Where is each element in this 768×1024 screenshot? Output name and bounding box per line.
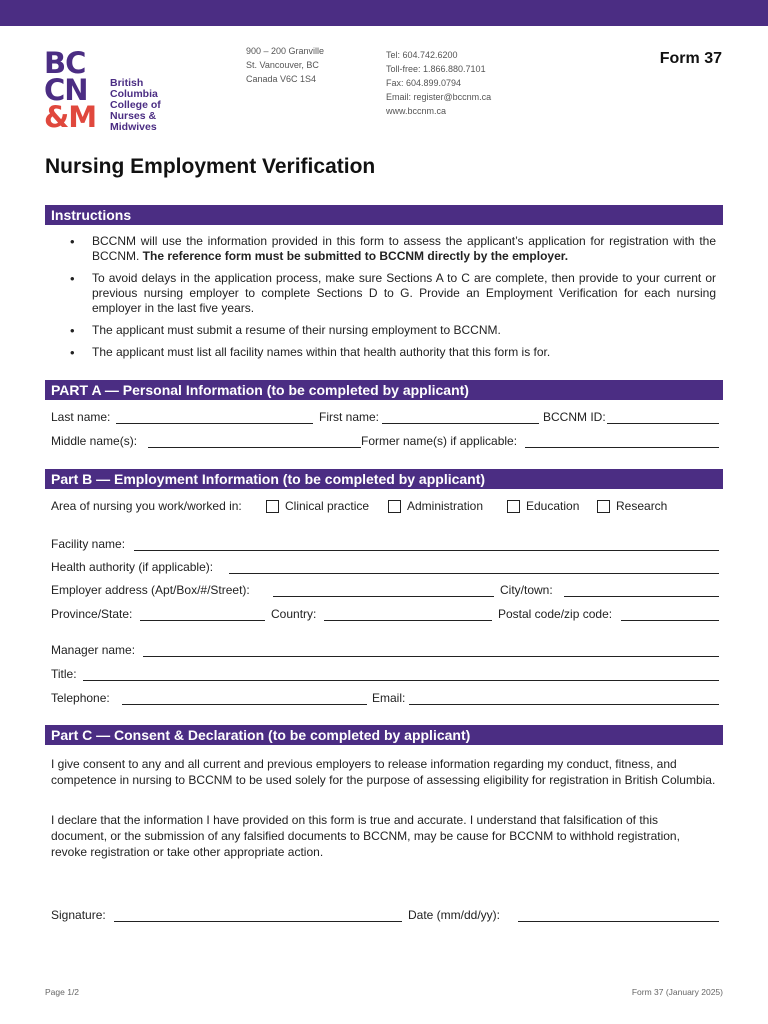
city-label: City/town:: [500, 583, 553, 597]
checkbox-icon: [266, 500, 279, 513]
postal-code-label: Postal code/zip code:: [498, 607, 613, 621]
consent-text: I give consent to any and all current and previous employers to release information regarding my conduct, fitness, and competence in nursing to BCCNM to be used solely for the purpose of assessing eligibility for registration in British Columbia.: [51, 757, 716, 787]
former-name-field[interactable]: [525, 447, 719, 448]
bccnm-logo: [44, 46, 184, 140]
facility-label: Facility name:: [51, 537, 126, 551]
title-field[interactable]: [83, 680, 719, 681]
part-b-heading: Part B — Employment Information (to be completed by applicant): [45, 469, 723, 489]
bccnm-id-label: BCCNM ID:: [543, 410, 606, 424]
logo-wordmark: British Columbia College of Nurses & Midwives: [110, 77, 161, 133]
middle-name-field[interactable]: [148, 447, 361, 448]
health-authority-row: [51, 559, 719, 575]
telephone-field[interactable]: [122, 704, 367, 705]
checkbox-icon: [388, 500, 401, 513]
province-row: [51, 606, 719, 622]
form-number: Form 37: [659, 50, 722, 67]
bccnm-id-field[interactable]: [607, 423, 719, 424]
education-checkbox[interactable]: Education: [507, 498, 579, 514]
nursing-area-label: Area of nursing you work/worked in:: [51, 499, 242, 513]
checkbox-icon: [597, 500, 610, 513]
manager-name-field[interactable]: [143, 656, 719, 657]
list-item: • BCCNM will use the information provided in this form to assess the applicant’s application for registration with the BCCNM. The reference form must be submitted to BCCNM directly by the employer.: [70, 234, 716, 264]
facility-row: [51, 536, 719, 552]
province-field[interactable]: [140, 620, 265, 621]
postal-code-field[interactable]: [621, 620, 719, 621]
list-item: • The applicant must submit a resume of their nursing employment to BCCNM.: [70, 323, 716, 338]
instructions-list: [70, 234, 716, 367]
last-name-label: Last name:: [51, 410, 111, 424]
signature-field[interactable]: [114, 921, 402, 922]
province-label: Province/State:: [51, 607, 133, 621]
last-name-field[interactable]: [116, 423, 313, 424]
employer-address-field[interactable]: [273, 596, 494, 597]
telephone-row: [51, 690, 719, 706]
form-version: Form 37 (January 2025): [631, 987, 723, 997]
mailing-address: 900 – 200 Granville St. Vancouver, BC Canada V6C 1S4: [246, 46, 325, 84]
signature-label: Signature:: [51, 908, 106, 922]
signature-row: [51, 907, 719, 923]
country-label: Country:: [271, 607, 317, 621]
health-authority-field[interactable]: [229, 573, 719, 574]
part-a-heading: PART A — Personal Information (to be completed by applicant): [45, 380, 723, 400]
health-authority-label: Health authority (if applicable):: [51, 560, 214, 574]
declaration-text: I declare that the information I have provided on this form is true and accurate. I understand that falsification of this document, or the submission of any falsified documents to BCCNM, may be cause for BCCNM to withhold registration, revoke registration or take other appropriate action.: [51, 813, 680, 859]
employer-address-label: Employer address (Apt/Box/#/Street):: [51, 583, 250, 597]
top-brand-bar: [0, 0, 768, 26]
clinical-practice-checkbox[interactable]: Clinical practice: [266, 498, 369, 514]
date-field[interactable]: [518, 921, 719, 922]
country-field[interactable]: [324, 620, 492, 621]
research-checkbox[interactable]: Research: [597, 498, 667, 514]
part-c-heading: Part C — Consent & Declaration (to be completed by applicant): [45, 725, 723, 745]
facility-field[interactable]: [134, 550, 719, 551]
part-a-row-1: [51, 409, 719, 425]
telephone-label: Telephone:: [51, 691, 110, 705]
list-item: • The applicant must list all facility names within that health authority that this form is for.: [70, 345, 716, 360]
employer-address-row: [51, 582, 719, 598]
checkbox-icon: [507, 500, 520, 513]
title-label: Title:: [51, 667, 77, 681]
page-title: Nursing Employment Verification: [45, 155, 376, 178]
instructions-heading: Instructions: [45, 205, 723, 225]
part-a-row-2: [51, 433, 719, 449]
date-label: Date (mm/dd/yy):: [408, 908, 501, 922]
manager-row: [51, 642, 719, 658]
contact-info: Tel: 604.742.6200 Toll-free: 1.866.880.7101 Fax: 604.899.0794 Email: register@bccnm.ca www.bccnm.ca: [386, 50, 492, 116]
administration-checkbox[interactable]: Administration: [388, 498, 483, 514]
email-label: Email:: [372, 691, 406, 705]
first-name-field[interactable]: [382, 423, 539, 424]
list-item: • To avoid delays in the application process, make sure Sections A to C are complete, then provide to your current or previous nursing employer to complete Sections D to G. Provide an Employment Verification for each nursing employer in the last five years.: [70, 271, 716, 316]
logo-monogram: BC CN &M: [44, 46, 97, 134]
email-field[interactable]: [409, 704, 719, 705]
former-name-label: Former name(s) if applicable:: [361, 434, 518, 448]
middle-name-label: Middle name(s):: [51, 434, 138, 448]
page-number: Page 1/2: [45, 987, 80, 997]
title-row: [51, 666, 719, 682]
city-field[interactable]: [564, 596, 719, 597]
manager-name-label: Manager name:: [51, 643, 136, 657]
first-name-label: First name:: [319, 410, 380, 424]
